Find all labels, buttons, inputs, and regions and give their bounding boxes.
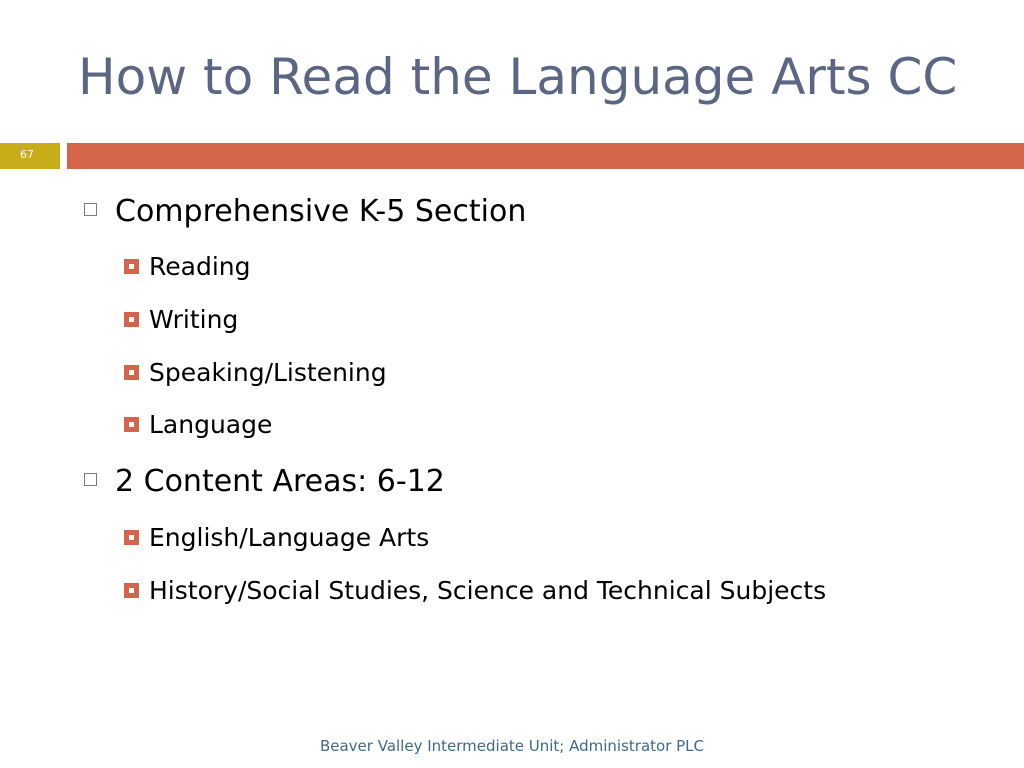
sub-bullet-text: Language [149,410,273,439]
filled-square-bullet-icon [124,365,139,380]
sub-bullet-item [124,412,272,437]
filled-square-bullet-icon [124,583,139,598]
sub-bullet-text: Writing [149,305,239,334]
sub-bullet-item [124,578,826,603]
bullet-text: 2 Content Areas: 6-12 [115,464,445,499]
sub-bullet-item [124,307,238,332]
accent-bar [67,143,1024,169]
sub-bullet-text: History/Social Studies, Science and Technical Subjects [149,576,827,605]
hollow-square-bullet-icon [84,473,97,486]
bullet-item [84,194,527,229]
sub-bullet-text: Reading [149,252,251,281]
filled-square-bullet-icon [124,259,139,274]
filled-square-bullet-icon [124,312,139,327]
filled-square-bullet-icon [124,417,139,432]
page-number-badge [0,143,60,169]
sub-bullet-text: English/Language Arts [149,523,430,552]
hollow-square-bullet-icon [84,203,97,216]
slide-footer: Beaver Valley Intermediate Unit; Administrator PLC [319,737,705,755]
sub-bullet-item [124,254,250,279]
slide-title: How to Read the Language Arts CC [78,48,958,106]
sub-bullet-item [124,525,429,550]
sub-bullet-text: Speaking/Listening [149,358,387,387]
sub-bullet-item [124,360,387,385]
filled-square-bullet-icon [124,530,139,545]
bullet-item [84,464,445,499]
bullet-text: Comprehensive K-5 Section [115,194,527,229]
page-number: 67 [20,148,34,161]
